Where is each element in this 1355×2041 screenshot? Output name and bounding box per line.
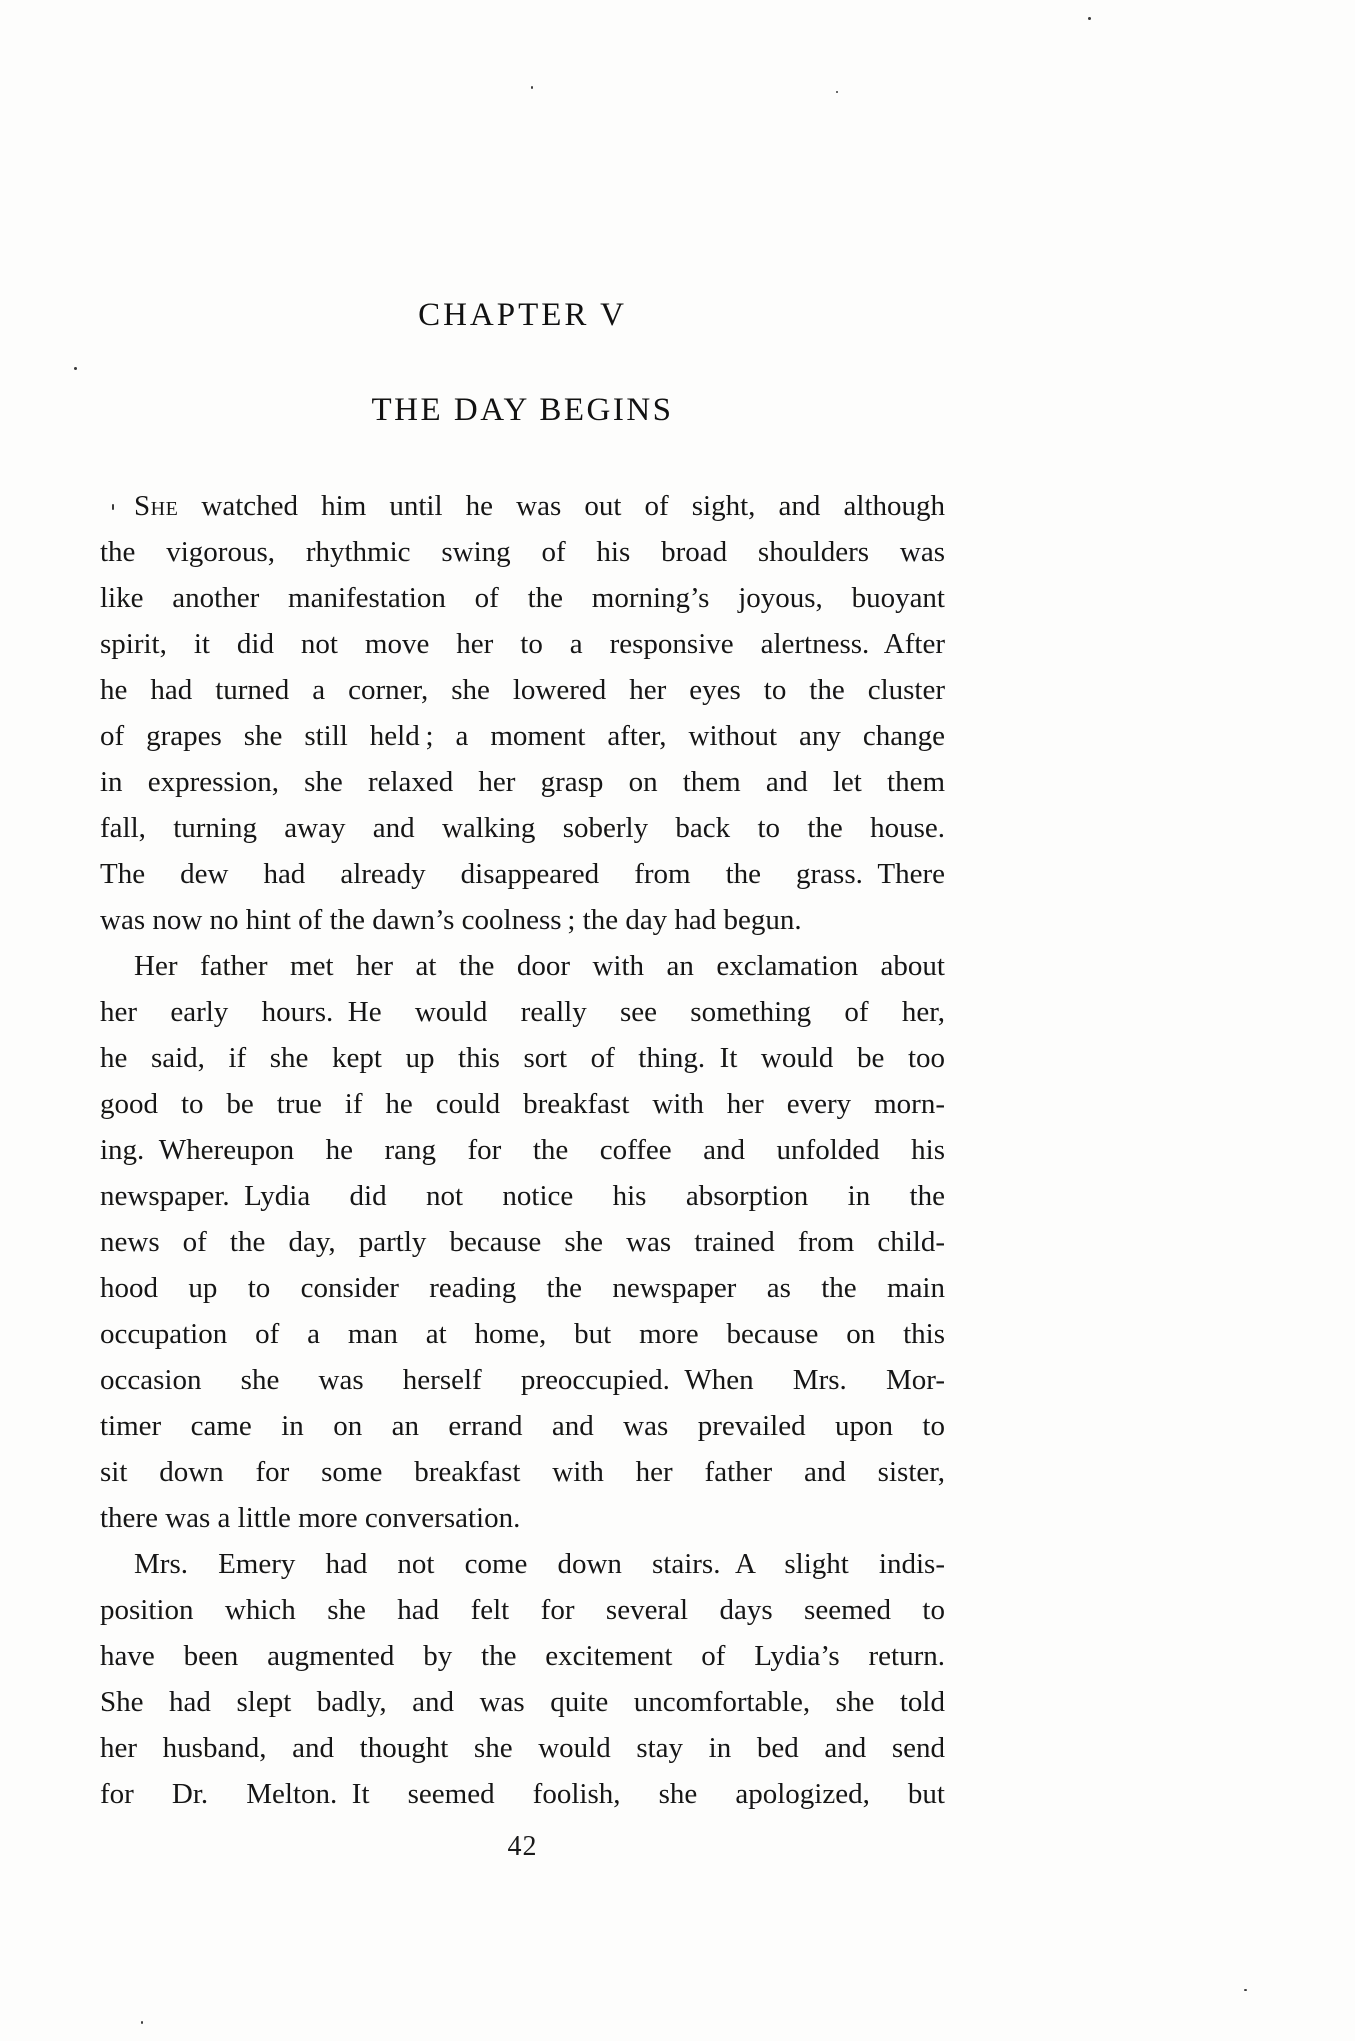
text-line: She had slept badly, and was quite uncomfortable, she told [100,1686,945,1718]
paragraph [100,943,945,1541]
text-line: position which she had felt for several days seemed to [100,1594,945,1626]
text-line: like another manifestation of the morning’s joyous, buoyant [100,582,945,614]
text-line: hood up to consider reading the newspaper as the main [100,1272,945,1304]
text-line: was now no hint of the dawn’s coolness ; the day had begun. [100,904,802,936]
scan-speck [141,2021,143,2024]
text-line: She watched him until he was out of sight, and although [134,490,945,522]
scan-speck [531,86,533,89]
text-line: ing. Whereupon he rang for the coffee and unfolded his [100,1134,945,1166]
chapter-title: THE DAY BEGINS [371,392,674,428]
text-line: news of the day, partly because she was trained from child- [100,1226,945,1258]
chapter-heading: CHAPTER V [418,297,627,333]
text-column [100,0,945,2041]
text-line: have been augmented by the excitement of Lydia’s return. [100,1640,945,1672]
page-number: 42 [507,1831,538,1862]
paragraph [100,483,945,943]
text-line: sit down for some breakfast with her father and sister, [100,1456,945,1488]
text-line: Mrs. Emery had not come down stairs. A slight indis- [134,1548,945,1580]
text-line: there was a little more conversation. [100,1502,521,1534]
scan-speck [74,367,77,370]
scan-speck [836,91,838,93]
text-line: occasion she was herself preoccupied. When Mrs. Mor- [100,1364,945,1396]
paragraph [100,1541,945,1817]
text-line: good to be true if he could breakfast with her every morn- [100,1088,945,1120]
text-line: occupation of a man at home, but more because on this [100,1318,945,1350]
text-line: of grapes she still held ; a moment after, without any change [100,720,945,752]
page-body [100,483,945,1817]
text-line: for Dr. Melton. It seemed foolish, she apologized, but [100,1778,945,1810]
text-line: her early hours. He would really see something of her, [100,996,945,1028]
text-line: her husband, and thought she would stay in bed and send [100,1732,945,1764]
text-line: Her father met her at the door with an exclamation about [134,950,945,982]
text-line: the vigorous, rhythmic swing of his broad shoulders was [100,536,945,568]
text-line: fall, turning away and walking soberly back to the house. [100,812,945,844]
text-line: timer came in on an errand and was prevailed upon to [100,1410,945,1442]
text-line: The dew had already disappeared from the grass. There [100,858,945,890]
scan-speck [112,504,114,510]
text-line: in expression, she relaxed her grasp on them and let them [100,766,945,798]
text-line: he had turned a corner, she lowered her eyes to the cluster [100,674,945,706]
text-line: he said, if she kept up this sort of thing. It would be too [100,1042,945,1074]
scan-speck [1088,17,1091,20]
scan-speck [1244,1989,1247,1991]
small-caps-lead: She [134,490,179,522]
text-line: newspaper. Lydia did not notice his absorption in the [100,1180,945,1212]
text-line: spirit, it did not move her to a responsive alertness. After [100,628,945,660]
